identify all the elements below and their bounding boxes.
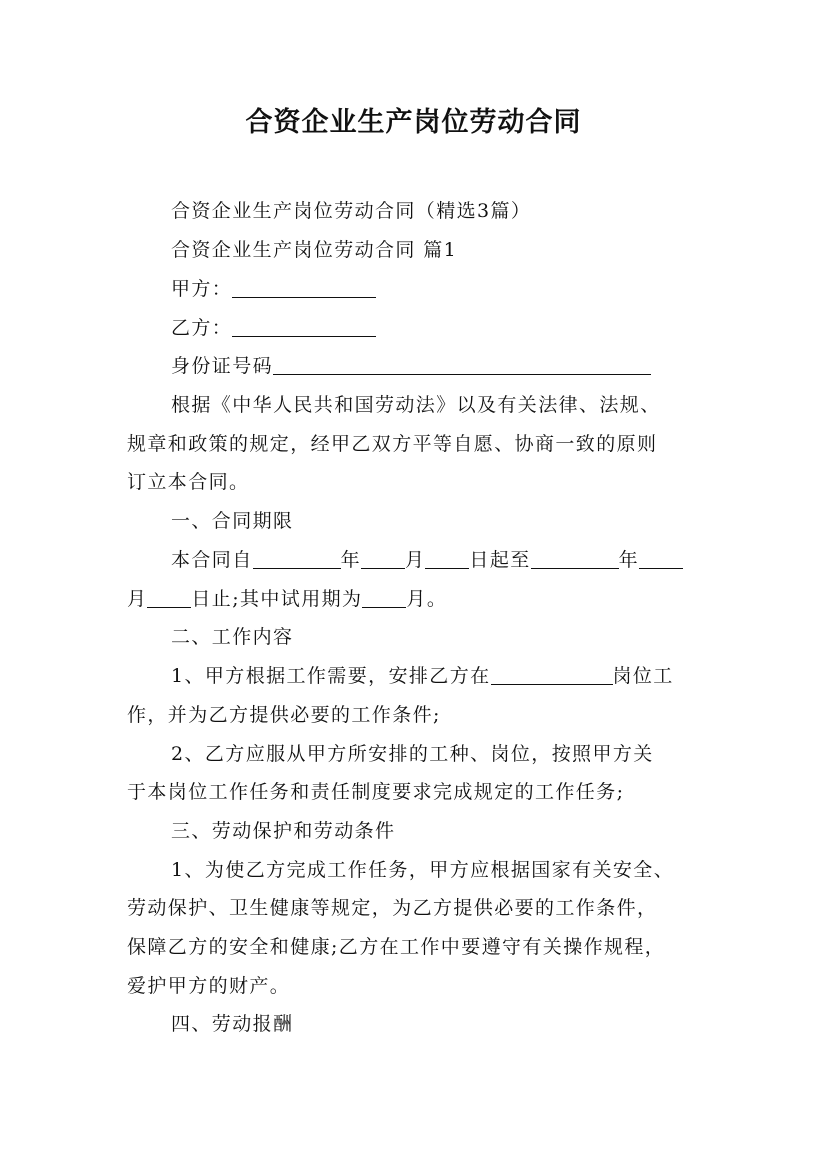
term-text-end-year: 年 bbox=[618, 549, 640, 571]
end-day-blank bbox=[147, 587, 191, 608]
work-line-1 bbox=[171, 657, 674, 696]
protection-line-3: 保障乙方的安全和健康;乙方在工作中要遵守有关操作规程， bbox=[127, 936, 666, 958]
work-line-3: 2、乙方应服从甲方所安排的工种、岗位，按照甲方关 bbox=[171, 743, 654, 765]
protection-line-4: 爱护甲方的财产。 bbox=[127, 975, 291, 997]
party-b-line bbox=[171, 309, 376, 348]
term-text-from: 本合同自 bbox=[171, 549, 253, 571]
subtitle: 合资企业生产岗位劳动合同（精选3篇） bbox=[171, 200, 532, 222]
term-text-months: 月。 bbox=[406, 588, 448, 610]
party-b-blank bbox=[232, 316, 376, 337]
protection-line-2: 劳动保护、卫生健康等规定，为乙方提供必要的工作条件， bbox=[127, 897, 658, 919]
id-number-line bbox=[171, 347, 651, 386]
start-month-blank bbox=[361, 548, 405, 569]
work-text-arrange: 1、甲方根据工作需要，安排乙方在 bbox=[171, 665, 491, 687]
start-day-blank bbox=[425, 548, 469, 569]
id-number-blank bbox=[273, 354, 651, 375]
section-3-heading: 三、劳动保护和劳动条件 bbox=[171, 820, 396, 842]
position-blank bbox=[491, 664, 613, 685]
part-heading: 合资企业生产岗位劳动合同 篇1 bbox=[171, 239, 458, 261]
term-text-month: 月 bbox=[405, 549, 426, 571]
term-line-2 bbox=[127, 580, 447, 619]
term-text-until: 日起至 bbox=[469, 549, 531, 571]
protection-line-1: 1、为使乙方完成工作任务，甲方应根据国家有关安全、 bbox=[171, 859, 675, 881]
party-a-line bbox=[171, 270, 376, 309]
term-line-1 bbox=[171, 541, 683, 580]
party-a-label: 甲方： bbox=[171, 278, 233, 300]
term-text-end-month: 月 bbox=[127, 588, 148, 610]
section-2-heading: 二、工作内容 bbox=[171, 626, 294, 648]
intro-line-2: 规章和政策的规定，经甲乙双方平等自愿、协商一致的原则 bbox=[127, 433, 658, 455]
end-year-blank bbox=[531, 548, 619, 569]
id-number-label: 身份证号码 bbox=[171, 355, 274, 377]
work-line-2: 作，并为乙方提供必要的工作条件; bbox=[127, 704, 441, 726]
party-a-blank bbox=[232, 277, 376, 298]
term-text-probation: 日止;其中试用期为 bbox=[191, 588, 363, 610]
work-line-4: 于本岗位工作任务和责任制度要求完成规定的工作任务; bbox=[127, 781, 625, 803]
intro-line-1: 根据《中华人民共和国劳动法》以及有关法律、法规、 bbox=[171, 394, 661, 416]
work-text-position: 岗位工 bbox=[612, 665, 674, 687]
term-text-year: 年 bbox=[340, 549, 362, 571]
party-b-label: 乙方： bbox=[171, 317, 233, 339]
intro-line-3: 订立本合同。 bbox=[127, 471, 250, 493]
end-month-blank bbox=[639, 548, 683, 569]
document-title: 合资企业生产岗位劳动合同 bbox=[245, 107, 582, 138]
section-4-heading: 四、劳动报酬 bbox=[171, 1013, 294, 1035]
probation-blank bbox=[362, 587, 406, 608]
section-1-heading: 一、合同期限 bbox=[171, 510, 294, 532]
start-year-blank bbox=[253, 548, 341, 569]
